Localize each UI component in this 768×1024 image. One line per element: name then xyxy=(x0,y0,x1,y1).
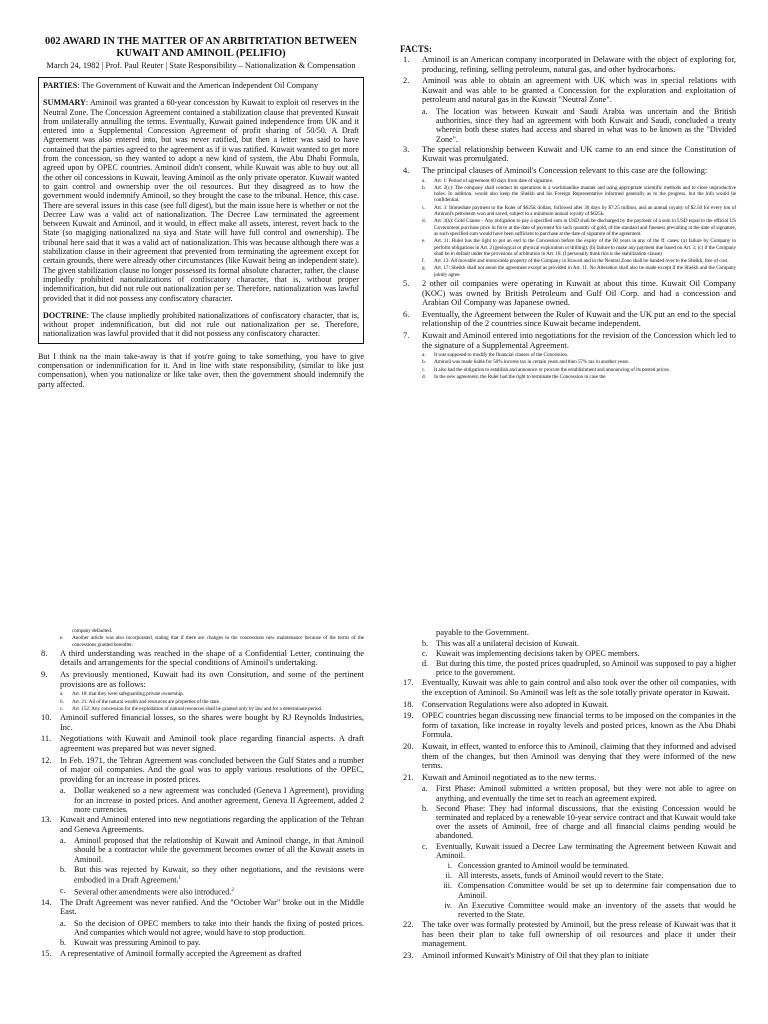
fact-subitem: a. Art. 18: that they were safeguarding private ownership. xyxy=(60,691,184,698)
fact-subitem: b. Second Phase: They had informal discussions, that the existing Concession would be terminated and replaced by a renewable 10-year service contract and that Kuwait would take over the assets of Aminoil, free of charge and all financial claims pending would be abandoned. xyxy=(422,803,737,841)
doctrine-paragraph xyxy=(43,311,359,339)
fact-item: 12. In Feb. 1971, the Tehran Agreement was concluded between the Gulf States and a number of major oil companies. And the goal was to apply various resolutions of the OPEC, providing for an increase in posted prices. xyxy=(41,755,364,784)
fact-roman-item: iv. An Executive Committee would make an inventory of the assets that would be reverted to the State. xyxy=(444,900,736,919)
fact-item: 2. Aminoil was able to obtain an agreement with UK which was in special relations with Kuwait and was able to be granted a Concession for the exploration and exploitation of petroleum and natural gas in the Kuwait "Neutral Zone". xyxy=(403,76,736,105)
summary-text: : Aminoil was granted a 60-year concession by Kuwait to exploit oil reserves in the Neutral Zone. The Concession Agreement contained a stabilization clause that prevented Kuwait from unilaterally annulling the terms. Eventually, Kuwait gained independence from UK and it entered into a Supplemental Concession Agreement of profit sharing of 50/50. A Draft Agreement was also entered into, but was never ratified, but then a letter was said to have contained that the parties agreed to the agreement as if it was ratified. Kuwait wanted to get more from the concession, so they wanted to adopt a new kind of system, the Abu Dhabi Formula, agreed upon by OPEC countries. Aminoil didn't consent, while Kuwait was able to buy out all the other oil concessions in Kuwait, leaving Aminoil as the only private operator. Kuwait wanted to gain control and ownership over the oil resources. But they disagreed as to how the government would indemnify Aminoil, so they brought the case to the tribunal. Hence, this case. There are several issues in this case (see full digest), but the main issue here is whether or not the Decree Law was a valid act of nationalization. The Decree Law terminated the agreement between Kuwait and Aminoil, and it would, in effect make all assets, interest, revert back to the State (so magiging nationalized na siya and State will have full control and ownership). The tribunal here said that it was a valid act of nationalization. This was because although there was a stabilization clause in their agreement that prevented from terminating the agreement except for certain grounds, there were already other circumstances (like Kuwait being an independent state). The given stabilization clause no longer possessed its formal absolute character, rather, the clause impliedly prohibited nationalizations of confiscatory character, that is, without proper indemnification, but did not rule out nationalization per se. Therefore, nationalization was lawful provided that it did not possess any confiscatory character. xyxy=(43,98,359,303)
fact-subitem: b. Aminoil was made liable for 50% income tax in certain years and then 57% tax in another years. xyxy=(422,359,630,366)
summary-paragraph xyxy=(43,98,359,303)
fact-item: 19. OPEC countries began discussing new financial terms to be imposed on the companies in the form of taxation, like increase in royalty levels and posted prices, known as the Abu Dhabi Formula. xyxy=(403,711,736,740)
fact-subitem: d. In the new agreement, the Ruler had the right to terminate the Concession in case the xyxy=(422,374,606,381)
facts-list-continued-right xyxy=(400,628,736,961)
fact-subitem: e. Art. 11: Ruler has the right to put an end to the Concession before the expiry of the 60 years in any of the ff. cases: (a) failure by Company to perform obligations in Art. 2 (geological or physical exploration or drilling); (b) failure to make any payment due based on Art. 3; (c) if the Company shall be in default under the provisions of arbitration in Art. 18. (I personally think this is the stabilization clause) xyxy=(422,238,736,257)
fact-item: 9. As previously mentioned, Kuwait had its own Consitution, and some of the pertinent provisions are as follows: xyxy=(41,670,364,689)
page1-left-column xyxy=(38,36,364,389)
fact-subitem: a. First Phase: Aminoil submitted a written proposal, but they were not able to agree on anything, and eventually the time set to reach an agreement expired. xyxy=(422,784,736,803)
fact-subitem: c. Eventually, Kuwait issued a Decree Law terminating the Agreement between Kuwait and Aminoil. xyxy=(422,841,736,860)
fact-subitem: c. Several other amendments were also introduced.$^2$ xyxy=(60,885,234,897)
fact-subitem: a. Dollar weakened so a new agreement was concluded (Geneva I Agreement), providing for an increase in posted prices. And another agreement, Geneva II Agreement, added 2 more currencies. xyxy=(60,786,364,814)
footnote-marker: 1 xyxy=(178,875,182,881)
page2-right-column xyxy=(400,628,736,963)
doctrine-label: DOCTRINE xyxy=(43,310,87,320)
fact-subitem: b. Kuwait was pressuring Aminoil to pay. xyxy=(60,938,201,948)
summary-label: SUMMARY xyxy=(43,98,86,108)
fact-subitem: a. So the decision of OPEC members to take into their hands the fixing of posted prices. And companies which would not agree, would have to stop production. xyxy=(60,918,364,938)
fact-item: 15. A representative of Aminoil formally accepted the Agreement as drafted xyxy=(41,948,302,958)
fact-subitem: c. Kuwait was implementing decisions taken by OPEC members. xyxy=(422,648,640,658)
fact-roman-item: ii. All interests, assets, funds of Aminoil would revert to the State. xyxy=(445,871,664,881)
footnote-marker: 2 xyxy=(231,887,234,893)
fact-item: 21. Kuwait and Aminoil negotiated as to the new terms. xyxy=(403,772,597,782)
fact-item: 23. Aminoil informed Kuwait's Ministry of Oil that they plan to initiate xyxy=(403,950,649,960)
fact-subitem-continued: company defaulted. xyxy=(72,628,112,634)
fact-item: 4. The principal clauses of Aminoil's Concession relevant to this case are the following: xyxy=(403,165,708,175)
fact-roman-item: iii. Compensation Committee would be set up to determine fair compensation due to Aminoil. xyxy=(443,881,736,900)
document-title xyxy=(38,36,364,59)
fact-subitem: b. This was all a unilateral decision of Kuwait. xyxy=(422,638,579,648)
takeaway-paragraph: But I think na the main take-away is that if you're going to take something, you have to give compensation or indemnification for it. And in line with state responsibility, (similar to like just compensation), when you nationalize or like take over, then the government should indemnify the party affected. xyxy=(38,351,364,389)
fact-item: 18. Conservation Regulations were also adopted in Kuwait. xyxy=(403,699,609,709)
fact-roman-item: i. Concession granted to Aminoil would be terminated. xyxy=(447,860,630,870)
fact-item: 1. Aminoil is an American company incorporated in Delaware with the object of exploring for, producing, refining, selling petroleum, natural gas, and other hydrocarbons. xyxy=(403,55,736,74)
fact-item: 20. Kuwait, in effect, wanted to enforce this to Aminoil, claiming that they informed and advised them of the changes, but then Aminoil was denying that they were informed of the new terms. xyxy=(403,741,736,771)
title-line-1: 002 AWARD IN THE MATTER OF AN ARBITRTATION BETWEEN xyxy=(45,36,357,47)
facts-heading: FACTS: xyxy=(400,44,432,54)
fact-item: 6. Eventually, the Agreement between the Ruler of Kuwait and the UK put an end to the special relationship of the 2 countries since Kuwait became independent. xyxy=(403,309,736,329)
fact-item: 10. Aminoil suffered financial losses, so the shares were bought by RJ Reynolds Industries, Inc. xyxy=(41,713,364,732)
parties-text: : The Government of Kuwait and the American Independent Oil Company xyxy=(77,81,319,90)
fact-subitem: c. Art. 152: Any concession for the exploitation of natural resources shall be granted only by law and for a determinate period. xyxy=(60,705,323,712)
fact-subitem: b. Art. 2(c): The company shall conduct its operations in a workmanlike manner and using appropriate scientific methods and to close unproductive holes. In addition, would also keep the Sheikh and his Foreign Representative informed generally as to the progress, but the info would be confidential. xyxy=(422,184,736,204)
fact-subitem: a. It was supposed to modify the financial clauses of the Concession. xyxy=(422,352,569,359)
fact-subitem: g. Art. 17: Sheikh shall not annul the agreement except as provided in Art. 11. No Alteration shall also be made except if the Sheikh and the Company jointly agree. xyxy=(422,265,736,278)
page2-left-column xyxy=(38,628,364,960)
facts-list-continued xyxy=(38,628,364,958)
title-line-2: KUWAIT AND AMINOIL (PELIFIO) xyxy=(116,47,286,59)
page1-right-column xyxy=(400,44,736,381)
fact-subitem: a. Art. 1: Period of agreement 60 days from date of signature. xyxy=(422,177,554,184)
fact-subitem: a. Aminoil proposed that the relationship of Kuwait and Aminoil change, in that Aminoil should be a contractor while the government becomes owner of all the Kuwait assets in Aminoil. xyxy=(60,836,364,864)
fact-subitem: a. The location was between Kuwait and Saudi Arabia was uncertain and the British authorities, since they had an agreement with both Kuwait and Saudi, concluded a treaty wherein both these states had access and shared in what was to be known as the "Divided Zone". xyxy=(422,106,736,144)
fact-subitem: c. It also had the obligation to establish and announce or procure the establishment and announcing of its posted prices. xyxy=(422,366,670,373)
fact-subitem-continued: payable to the Government. xyxy=(436,628,530,637)
doctrine-text: : The clause impliedly prohibited nationalizations of confiscatory character, that is, without proper indemnification, but did not rule out nationalization per se. Therefore, nationalization was lawful provided that it did not possess any confiscatory character. xyxy=(43,310,359,339)
fact-item: 14. The Draft Agreement was never ratified. And the "October War" broke out in the Middle East. xyxy=(41,897,364,917)
fact-item: 3. The special relationship between Kuwait and UK came to an end since the Constitution of Kuwait was promulgated. xyxy=(403,144,736,164)
fact-item: 11. Negotiations with Kuwait and Aminoil took place regarding financial aspects. A draft agreement was prepared but was never signed. xyxy=(41,734,364,753)
fact-item: 7. Kuwait and Aminoil entered into negotiations for the revision of the Concession which led to the signature of a Supplemental Agreement. xyxy=(403,330,736,350)
parties-paragraph xyxy=(43,81,359,90)
fact-subitem: b. But this was rejected by Kuwait, so they other negotiations, and the revisions were embodied in a Draft Agreement.$^1$ xyxy=(60,864,364,885)
case-subtitle: March 24, 1982 | Prof. Paul Reuter | State Responsibility – Nationalization & Compensation xyxy=(46,61,356,70)
fact-item: 22. The take over was formally protested by Aminoil, but the press release of Kuwait was that it has been their plan to take full ownership of oil resources and place it under their management. xyxy=(403,920,736,949)
fact-subitem: c. Art. 3: Immediate payment to the Ruler of $625k dollars, followed after 30 days by $7.25 million, and an annual royalty of $2.50 for every ton of Aminoil's petroleum won and saved, subject to a minimum annual royalty of $625k. xyxy=(422,204,736,218)
fact-item: 17. Eventually, Kuwait was able to gain control and also took over the other oil companies, with the exception of Aminoil. So Aminoil was left as the sole totally private operator in Kuwait. xyxy=(403,678,736,697)
fact-subitem: d. But during this time, the posted prices quadrupled, so Aminoil was supposed to pay a higher price to the government. xyxy=(422,659,736,678)
fact-subitem: f. Art. 13: All movable and immovable property of the Company in Kuwait and in the Neutral Zone shall be handed over to the Sheikh, free of cost. xyxy=(422,258,729,265)
fact-item: 13. Kuwait and Aminoil entered into new negotiations regarding the application of the Tehran and Geneva Agreements. xyxy=(41,814,364,834)
parties-label: PARTIES xyxy=(43,81,78,90)
digest-summary-box xyxy=(38,77,364,344)
fact-item: 5. 2 other oil companies were operating in Kuwait at about this time. Kuwait Oil Company (KOC) was owned by British Petroleum and Gulf Oil Corp. and had a concession and Arabian Oil Company was Japanese owned. xyxy=(403,279,736,308)
fact-subitem: b. Art. 21: All of the natural wealth and resources are properties of the state. xyxy=(60,698,221,705)
fact-subitem: d. Art. 3(h): Gold Clause – Any obligation to pay a specified sum in USD shall be discharged by the payment of a sum in USD equal to the official US Government purchase price in force at the date of payment for such quantity of gold, of the standard and fineness prevailing at the date of signature, as such specified sum would have been sufficient to purchase at the date of signature of the agreement. xyxy=(422,218,736,237)
facts-list xyxy=(400,55,736,380)
fact-subitem: e. Another article was also incorporated, stating that if there are changes in the concessions new maintenance because of the terms of the concessions granted hereafter. xyxy=(60,635,364,648)
fact-item: 8. A third understanding was reached in the shape of a Confidential Letter, continuing the details and arrangements for the special conditions of Aminoil's undertaking. xyxy=(41,648,364,668)
